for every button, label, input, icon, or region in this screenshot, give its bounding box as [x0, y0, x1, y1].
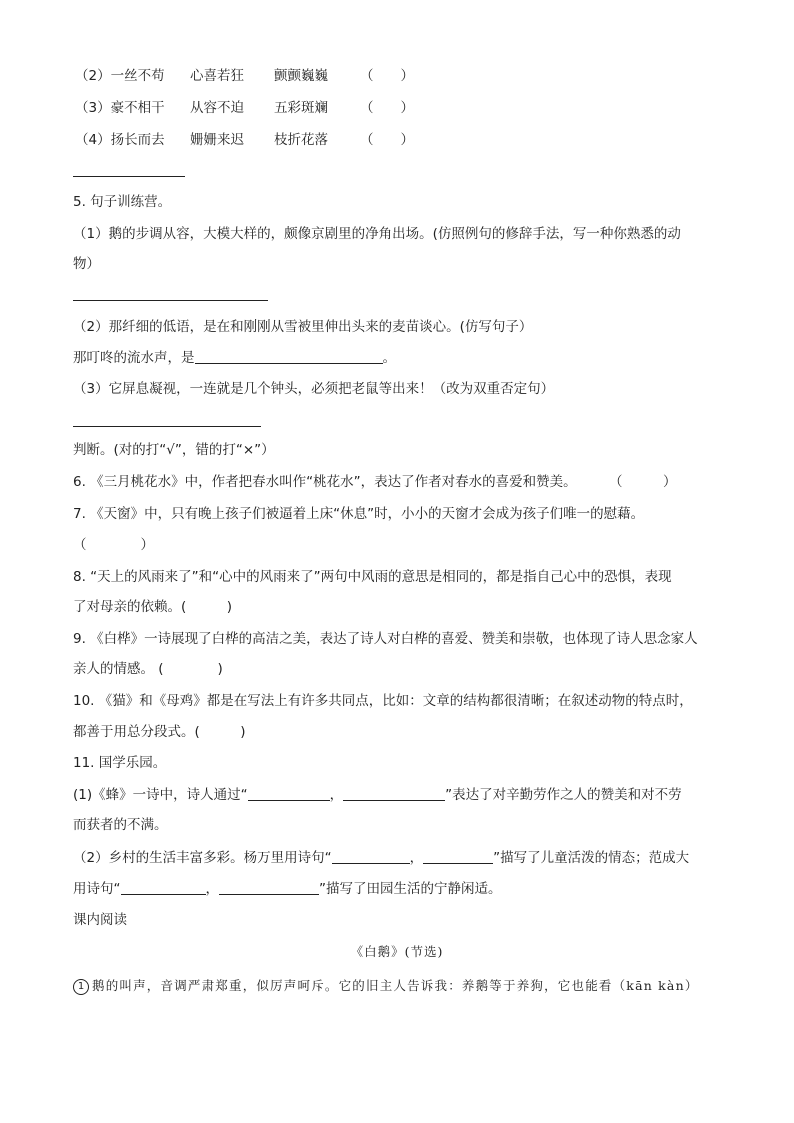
option-word: 从容不迫	[190, 100, 244, 116]
fill-prefix: 那叮咚的流水声，是	[73, 350, 195, 366]
option-word: 颤颤巍巍	[274, 68, 328, 84]
judge-text: 都善于用总分段式。( )	[73, 724, 246, 740]
answer-paren[interactable]: （ ）	[608, 474, 677, 490]
answer-paren[interactable]: （ ）	[360, 132, 414, 148]
answer-blank[interactable]	[343, 786, 445, 801]
fill-suffix: ”描写了儿童活泼的情态；范成大	[493, 850, 690, 866]
fill-sentence	[73, 785, 682, 805]
judge-text: 7. 《天窗》中，只有晚上孩子们被逼着上床“休息”时，小小的天窗才会成为孩子们唯一的慰藉。	[73, 506, 645, 522]
option-word: 心喜若狂	[190, 68, 244, 84]
option-label: （4）扬长而去	[75, 132, 165, 148]
fill-sentence	[73, 879, 502, 899]
passage-paragraph	[73, 975, 699, 997]
answer-blank[interactable]	[332, 849, 410, 864]
option-label: （3）豪不相干	[75, 100, 165, 116]
fill-suffix: ”表达了对辛勤劳作之人的赞美和对不劳	[445, 787, 682, 803]
question-text: （1）鹅的步调从容，大模大样的，颇像京剧里的净角出场。(仿照例句的修辞手法，写一种你熟悉的动	[73, 226, 681, 242]
judge-text: 了对母亲的依赖。( )	[73, 599, 233, 615]
judge-text: 10. 《猫》和《母鸡》都是在写法上有许多共同点，比如：文章的结构都很清晰；在叙述动物的特点时，	[73, 693, 693, 709]
paragraph-number: 1	[73, 979, 89, 995]
option-word: 五彩斑斓	[274, 100, 328, 116]
answer-blank[interactable]	[248, 786, 330, 801]
fill-comma: ，	[329, 787, 344, 803]
judge-text: 8. “天上的风雨来了”和“心中的风雨来了”两句中风雨的意思是相同的，都是指自己心中的恐惧，表现	[73, 569, 672, 585]
fill-comma: ，	[205, 881, 219, 897]
judge-item	[73, 472, 676, 492]
fill-suffix: 。	[382, 350, 396, 366]
passage-text: 鹅的叫声，音调严肃郑重，似厉声呵斥。它的旧主人告诉我：养鹅等于养狗，它也能看（kān kàn）	[92, 978, 699, 993]
section-intro: 判断。(对的打“√”，错的打“×”）	[73, 442, 275, 458]
passage-title: 《白鹅》(节选)	[350, 944, 444, 959]
question-text: 物）	[73, 256, 100, 272]
option-label: （2）一丝不苟	[75, 68, 165, 84]
answer-paren[interactable]: （ ）	[360, 100, 414, 116]
answer-line[interactable]	[73, 300, 268, 301]
question-text: （3）它屏息凝视，一连就是几个钟头，必须把老鼠等出来！（改为双重否定句）	[73, 381, 555, 397]
question-title: 5. 句子训练营。	[73, 194, 172, 210]
answer-line[interactable]	[73, 426, 261, 427]
question-title: 11. 国学乐园。	[73, 755, 167, 771]
fill-prefix: 用诗句“	[73, 881, 121, 897]
fill-sentence	[73, 348, 396, 368]
answer-line[interactable]	[73, 176, 185, 177]
fill-comma: ，	[409, 850, 424, 866]
judge-text: 9. 《白桦》一诗展现了白桦的高洁之美，表达了诗人对白桦的喜爱、赞美和崇敬，也体现了诗人思念家人	[73, 631, 698, 647]
question-text: （2）那纤细的低语，是在和刚刚从雪被里伸出头来的麦苗谈心。(仿写句子）	[73, 319, 533, 335]
option-word: 枝折花落	[274, 132, 328, 148]
section-heading: 课内阅读	[73, 912, 127, 928]
answer-blank[interactable]	[219, 880, 319, 895]
fill-prefix: （2）乡村的生活丰富多彩。杨万里用诗句“	[73, 850, 332, 866]
answer-paren[interactable]: （ ）	[360, 68, 414, 84]
fill-prefix: (1)《蜂》一诗中，诗人通过“	[73, 787, 248, 803]
question-text: 而获者的不满。	[73, 817, 168, 833]
answer-blank[interactable]	[423, 849, 493, 864]
answer-blank[interactable]	[121, 880, 206, 895]
fill-sentence	[73, 848, 689, 868]
judge-text: 6. 《三月桃花水》中，作者把春水叫作“桃花水”，表达了作者对春水的喜爱和赞美。	[73, 474, 577, 490]
judge-text: 亲人的情感。 ( )	[73, 661, 223, 677]
option-word: 姗姗来迟	[190, 132, 244, 148]
fill-suffix: ”描写了田园生活的宁静闲适。	[319, 881, 502, 897]
answer-blank[interactable]	[195, 349, 383, 364]
answer-paren[interactable]: （ ）	[73, 537, 154, 553]
